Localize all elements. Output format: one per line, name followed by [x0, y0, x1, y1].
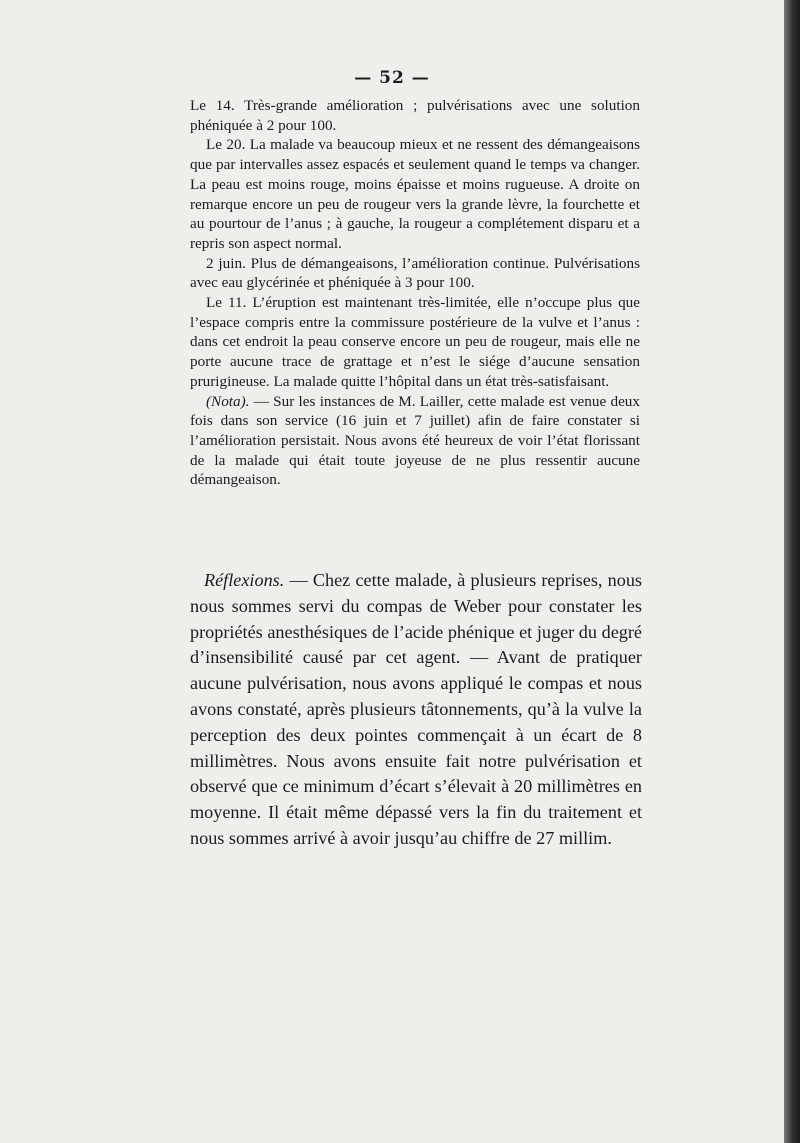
paragraph-2-juin: 2 juin. Plus de démangeaisons, l’amélioration continue. Pulvérisations avec eau glycérinée et phéniquée à 3 pour 100.: [190, 254, 640, 292]
case-notes: [190, 96, 640, 490]
paragraph-le-14: Le 14. Très-grande amélioration ; pulvérisations avec une solution phéniquée à 2 pour 100.: [190, 97, 640, 134]
page-number: — 52 —: [354, 68, 430, 88]
reflexions-label: Réflexions.: [204, 570, 285, 590]
paragraph-le-20: Le 20. La malade va beaucoup mieux et ne ressent des démangeaisons que par intervalles assez espacés et seulement quand le temps va changer. La peau est moins rouge, moins épaisse et moins rugueuse. A droite on remarque encore un peu de rougeur vers la grande lèvre, la fourchette et au pourtour de l’anus ; à gauche, la rougeur a complétement disparu et a repris son aspect normal.: [190, 136, 640, 252]
reflexions-text: — Chez cette malade, à plusieurs reprises, nous nous sommes servi du compas de Weber pour constater les propriétés anesthésiques de l’acide phénique et juger du degré d’insensibilité causé par cet agent. — Avant de pratiquer aucune pulvérisation, nous avons appliqué le compas et nous avons constaté, après plusieurs tâtonnements, qu’à la vulve la perception des deux pointes commençait à un écart de 8 millimètres. Nous avons ensuite fait notre pulvérisation et observé que ce minimum d’écart s’élevait à 20 millimètres en moyenne. Il était même dépassé vers la fin du traitement et nous sommes arrivé à avoir jusqu’au chiffre de 27 millim.: [190, 570, 642, 848]
paragraph-nota: [190, 392, 640, 491]
nota-text: — Sur les instances de M. Lailler, cette malade est venue deux fois dans son service (16 juin et 7 juillet) afin de faire constater si l’amélioration persistait. Nous avons été heureux de voir l’état florissant de la malade qui était toute joyeuse de ne plus ressentir aucune démangeaison.: [190, 392, 640, 489]
page-edge-shadow: [784, 0, 800, 1143]
paragraph-reflexions: [190, 568, 642, 852]
nota-label: (Nota).: [206, 392, 250, 410]
reflexions-section: [190, 568, 642, 852]
paragraph-le-11: Le 11. L’éruption est maintenant très-limitée, elle n’occupe plus que l’espace compris entre la commissure postérieure de la vulve et l’anus : dans cet endroit la peau conserve encore un peu de rougeur, mais elle ne porte aucune trace de grattage et n’est le siége d’aucune sensation prurigineuse. La malade quitte l’hôpital dans un état très-satisfaisant.: [190, 294, 640, 390]
